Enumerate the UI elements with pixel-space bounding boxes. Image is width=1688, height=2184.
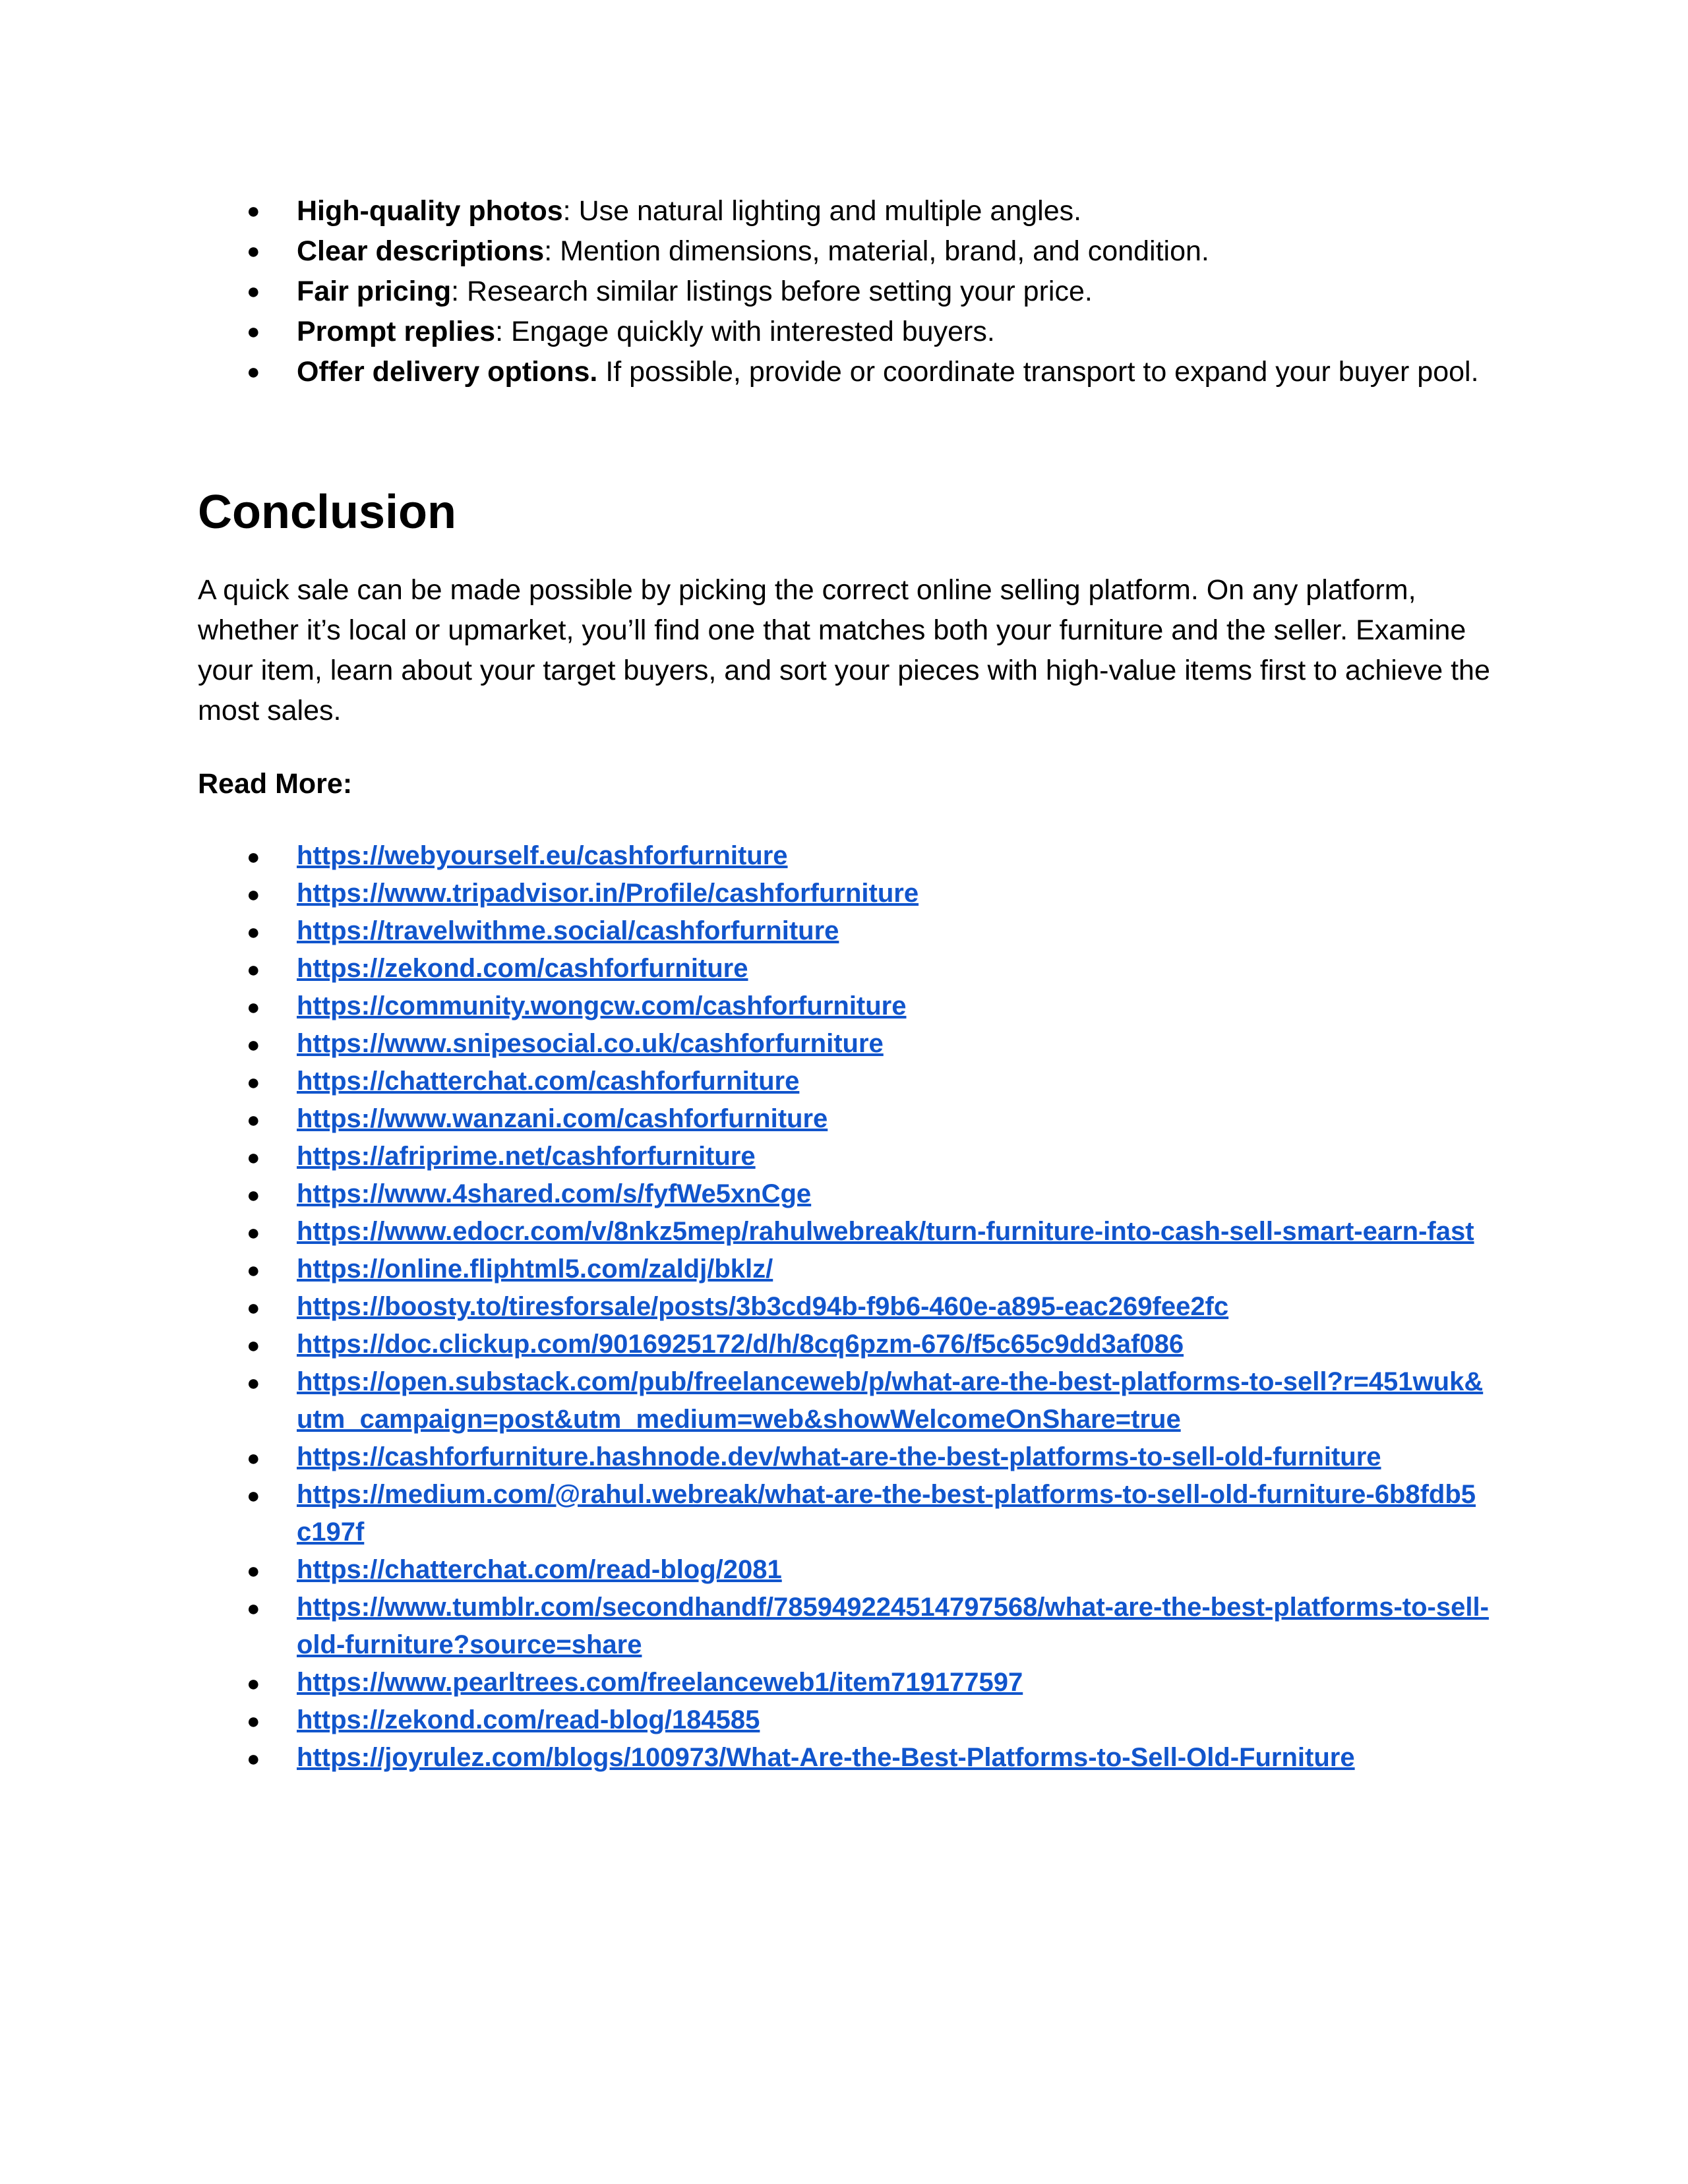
bullet-icon: ● [247,920,260,945]
read-more-links [198,837,1490,1777]
list-item [198,837,1490,875]
read-more-link[interactable]: https://www.pearltrees.com/freelanceweb1/item719177597 [297,1668,1023,1697]
tip-title: Prompt replies [297,316,496,347]
bullet-icon: ● [247,1709,260,1734]
read-more-link[interactable]: https://webyourself.eu/cashforfurniture [297,841,788,870]
list-item [198,1063,1490,1100]
list-item [198,1551,1490,1589]
bullet-icon: ● [247,1220,260,1245]
read-more-link[interactable]: https://medium.com/@rahul.webreak/what-are-the-best-platforms-to-sell-old-furniture-6b8fdb5c197f [297,1480,1476,1547]
bullet-icon: ● [247,1371,260,1396]
bullet-icon: ● [247,239,260,264]
read-more-label: Read More: [198,768,353,800]
read-more-link[interactable]: https://community.wongcw.com/cashforfurniture [297,991,907,1020]
bullet-icon: ● [247,1258,260,1283]
read-more-link[interactable]: https://www.edocr.com/v/8nkz5mep/rahulwebreak/turn-furniture-into-cash-sell-smart-earn-fast [297,1217,1474,1246]
read-more-link[interactable]: https://open.substack.com/pub/freelanceweb/p/what-are-the-best-platforms-to-sell?r=451wuk&utm_campaign=post&utm_medium=web&showWelcomeOnShare=true [297,1367,1484,1434]
read-more-link[interactable]: https://zekond.com/read-blog/184585 [297,1705,760,1734]
list-item [198,1175,1490,1213]
list-item [198,1288,1490,1326]
read-more-link[interactable]: https://online.fliphtml5.com/zaldj/bklz/ [297,1254,773,1284]
list-item [198,1664,1490,1701]
list-item [198,950,1490,988]
read-more-link[interactable]: https://zekond.com/cashforfurniture [297,954,748,983]
list-item [198,912,1490,950]
conclusion-heading: Conclusion [198,486,456,539]
tip-text: : Engage quickly with interested buyers. [495,316,995,347]
bullet-icon: ● [247,995,260,1020]
list-item [198,1701,1490,1739]
read-more-link[interactable]: https://www.snipesocial.co.uk/cashforfurniture [297,1029,884,1058]
read-more-link[interactable]: https://www.4shared.com/s/fyfWe5xnCge [297,1179,812,1208]
bullet-icon: ● [247,844,260,870]
list-item [198,1438,1490,1476]
bullet-icon: ● [247,1596,260,1621]
bullet-icon: ● [247,957,260,982]
bullet-icon: ● [247,279,260,304]
tips-list [198,191,1490,392]
list-item [198,1589,1490,1664]
read-more-link[interactable]: https://cashforfurniture.hashnode.dev/what-are-the-best-platforms-to-sell-old-furniture [297,1442,1381,1471]
tip-title: Fair pricing [297,276,452,307]
bullet-icon: ● [247,1070,260,1095]
bullet-icon: ● [247,1032,260,1057]
list-item [198,272,1490,312]
document-page [198,191,1490,1777]
bullet-icon: ● [247,1107,260,1133]
read-more-link[interactable]: https://travelwithme.social/cashforfurniture [297,916,839,945]
tip-text: : Use natural lighting and multiple angles. [562,195,1082,227]
bullet-icon: ● [247,1183,260,1208]
tip-title: Offer delivery options. [297,356,598,388]
list-item [198,231,1490,272]
list-item [198,1363,1490,1438]
tip-text: If possible, provide or coordinate transport to expand your buyer pool. [597,356,1479,388]
list-item [198,1326,1490,1363]
bullet-icon: ● [247,1145,260,1170]
read-more-link[interactable]: https://www.tripadvisor.in/Profile/cashforfurniture [297,879,919,908]
bullet-icon: ● [247,359,260,384]
list-item [198,1213,1490,1251]
list-item [198,1476,1490,1551]
bullet-icon: ● [247,882,260,907]
list-item [198,988,1490,1025]
bullet-icon: ● [247,1746,260,1771]
list-item [198,1138,1490,1175]
list-item [198,1100,1490,1138]
read-more-link[interactable]: https://boosty.to/tiresforsale/posts/3b3cd94b-f9b6-460e-a895-eac269fee2fc [297,1292,1229,1321]
list-item [198,1251,1490,1288]
bullet-icon: ● [247,1446,260,1471]
list-item [198,1739,1490,1777]
list-item [198,1025,1490,1063]
list-item [198,312,1490,352]
bullet-icon: ● [247,1558,260,1583]
conclusion-paragraph: A quick sale can be made possible by picking the correct online selling platform. On any platform, whether it’s local or upmarket, you’ll find one that matches both your furniture and the seller. Examine your item, learn about your target buyers, and sort your pieces with high-value items first to achieve the most sales. [198,574,1490,726]
list-item [198,191,1490,231]
bullet-icon: ● [247,319,260,344]
read-more-link[interactable]: https://joyrulez.com/blogs/100973/What-Are-the-Best-Platforms-to-Sell-Old-Furniture [297,1743,1355,1772]
tip-text: : Research similar listings before setting your price. [451,276,1093,307]
list-item [198,875,1490,912]
read-more-link[interactable]: https://doc.clickup.com/9016925172/d/h/8cq6pzm-676/f5c65c9dd3af086 [297,1330,1184,1359]
list-item [198,352,1490,392]
bullet-icon: ● [247,1333,260,1358]
read-more-link[interactable]: https://www.wanzani.com/cashforfurniture [297,1104,828,1133]
bullet-icon: ● [247,1483,260,1508]
tip-title: High-quality photos [297,195,563,227]
bullet-icon: ● [247,1295,260,1320]
read-more-link[interactable]: https://chatterchat.com/cashforfurniture [297,1067,800,1096]
read-more-link[interactable]: https://www.tumblr.com/secondhandf/785949224514797568/what-are-the-best-platforms-to-sell-old-furniture?source=share [297,1593,1489,1659]
bullet-icon: ● [247,1671,260,1696]
tip-text: : Mention dimensions, material, brand, and condition. [544,235,1209,267]
read-more-link[interactable]: https://afriprime.net/cashforfurniture [297,1142,756,1171]
read-more-link[interactable]: https://chatterchat.com/read-blog/2081 [297,1555,782,1584]
tip-title: Clear descriptions [297,235,545,267]
bullet-icon: ● [247,198,260,223]
